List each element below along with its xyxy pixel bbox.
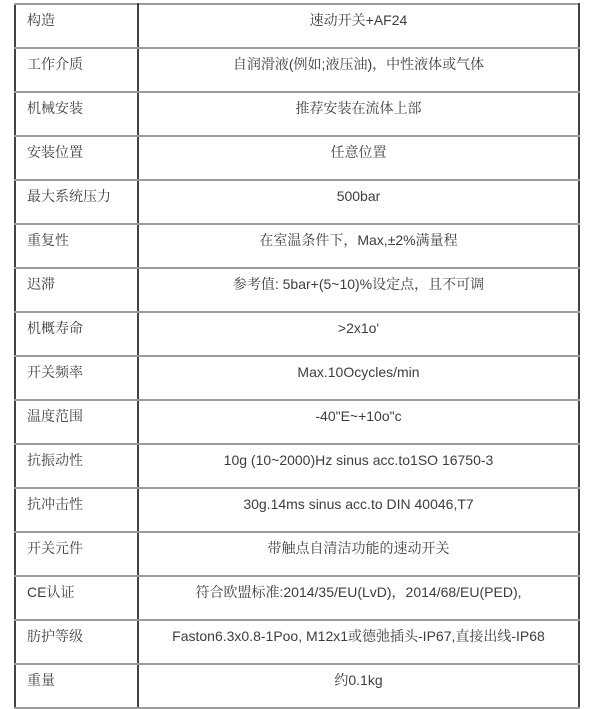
spec-label-cell: 安装位置: [15, 136, 138, 180]
table-row: [15, 488, 579, 532]
spec-label-cell: 机械安装: [15, 92, 138, 136]
spec-value-cell: 任意位置: [138, 136, 579, 180]
spec-value-cell: 在室温条件下，Max,±2%满量程: [138, 224, 579, 268]
spec-label-cell: 构造: [15, 4, 138, 48]
spec-value-cell: >2x1o': [138, 312, 579, 356]
table-row: [15, 48, 579, 92]
table-row: [15, 576, 579, 620]
table-row: [15, 400, 579, 444]
table-row: [15, 444, 579, 488]
spec-value-cell: 参考值: 5bar+(5~10)%设定点，且不可调: [138, 268, 579, 312]
table-row: [15, 268, 579, 312]
table-row: [15, 180, 579, 224]
spec-value-cell: 符合欧盟标准:2014/35/EU(LvD)，2014/68/EU(PED),: [138, 576, 579, 620]
table-row: [15, 312, 579, 356]
table-row: [15, 224, 579, 268]
spec-value-cell: Max.10Ocycles/min: [138, 356, 579, 400]
spec-value-cell: Faston6.3x0.8-1Poo, M12x1或德弛插头-IP67,直接出线-IP68: [138, 620, 579, 664]
spec-label-cell: 抗振动性: [15, 444, 138, 488]
spec-label-cell: 抗冲击性: [15, 488, 138, 532]
spec-value-cell: 速动开关+AF24: [138, 4, 579, 48]
table-row: [15, 664, 579, 708]
table-row: [15, 92, 579, 136]
spec-label-cell: 工作介质: [15, 48, 138, 92]
spec-value-cell: 约0.1kg: [138, 664, 579, 708]
spec-value-cell: 自润滑液(例如;液压油)，中性液体或气体: [138, 48, 579, 92]
spec-value-cell: -40"E~+10o"c: [138, 400, 579, 444]
spec-value-cell: 10g (10~2000)Hz sinus acc.to1SO 16750-3: [138, 444, 579, 488]
table-row: [15, 136, 579, 180]
spec-label-cell: 迟滞: [15, 268, 138, 312]
spec-label-cell: 开关元件: [15, 532, 138, 576]
spec-table-body: [15, 4, 579, 708]
spec-table: [14, 3, 580, 709]
spec-label-cell: 重量: [15, 664, 138, 708]
table-row: [15, 356, 579, 400]
spec-value-cell: 30g.14ms sinus acc.to DIN 40046,T7: [138, 488, 579, 532]
table-row: [15, 532, 579, 576]
spec-label-cell: 肪护等级: [15, 620, 138, 664]
spec-label-cell: 温度范围: [15, 400, 138, 444]
spec-label-cell: 最大系统压力: [15, 180, 138, 224]
spec-label-cell: 机概寿命: [15, 312, 138, 356]
spec-value-cell: 推荐安装在流体上部: [138, 92, 579, 136]
table-row: [15, 620, 579, 664]
spec-label-cell: 重复性: [15, 224, 138, 268]
spec-label-cell: CE认证: [15, 576, 138, 620]
table-row: [15, 4, 579, 48]
spec-value-cell: 500bar: [138, 180, 579, 224]
spec-label-cell: 开关频率: [15, 356, 138, 400]
spec-value-cell: 带触点自清洁功能的速动开关: [138, 532, 579, 576]
